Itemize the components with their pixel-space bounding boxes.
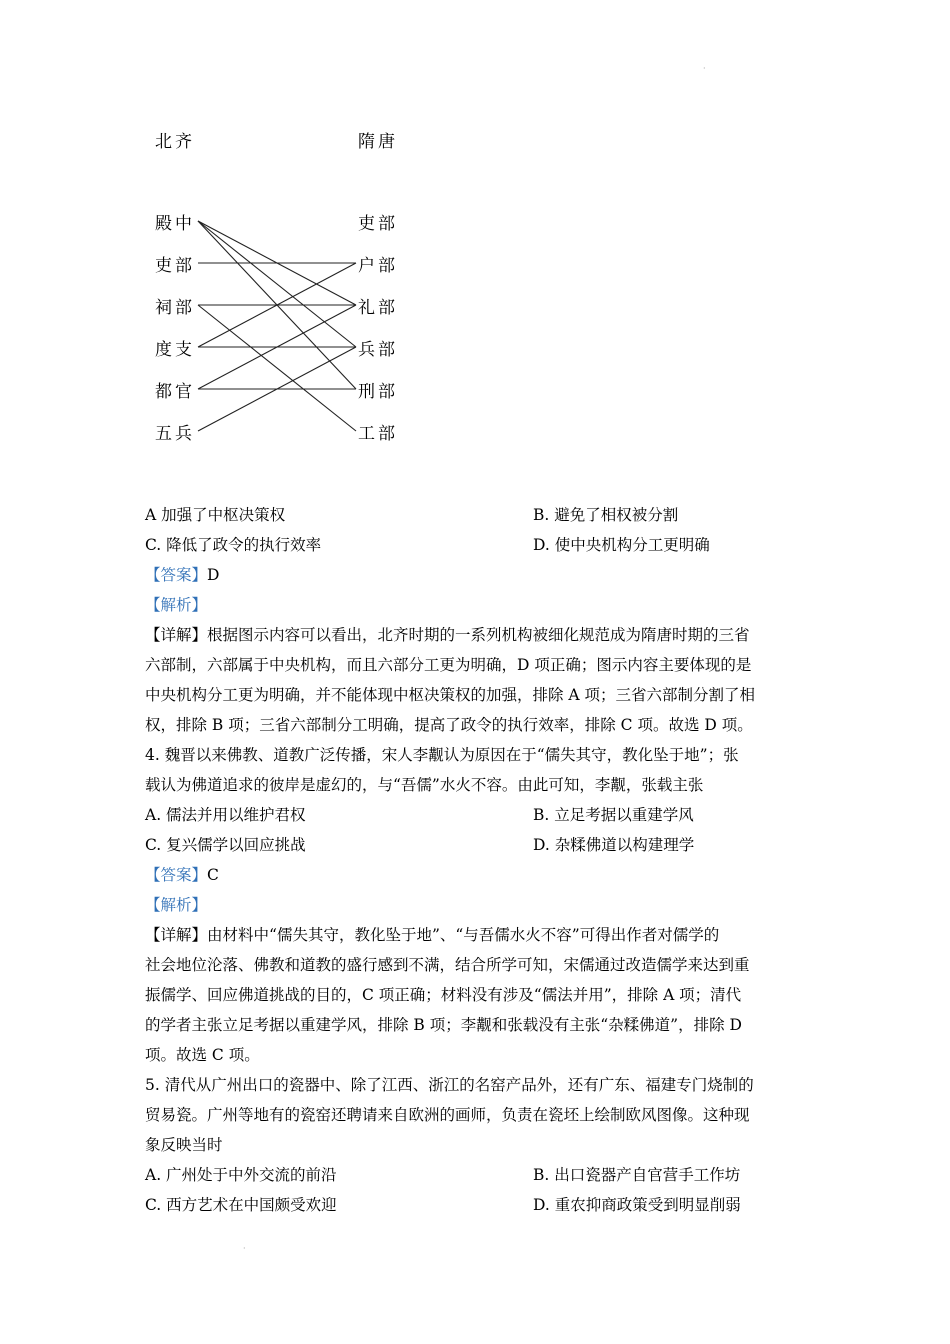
detail-line: 项。故选 C 项。 (145, 1046, 260, 1064)
stem-line: 象反映当时 (145, 1136, 223, 1154)
stem-line: 5. 清代从广州出口的瓷器中、除了江西、浙江的名窑产品外，还有广东、福建专门烧制的 (145, 1076, 754, 1094)
right-item: 刑部 (358, 382, 398, 402)
q3-option-d[interactable]: D. 使中央机构分工更明确 (533, 536, 710, 554)
left-item: 祠部 (155, 298, 195, 318)
answer-tag: 【答案】 (145, 566, 208, 584)
right-item: 礼部 (358, 298, 398, 318)
stem-line: 4. 魏晋以来佛教、道教广泛传播，宋人李觏认为原因在于“儒失其守，教化坠于地”；张 (145, 746, 739, 764)
right-item: 工部 (358, 424, 398, 444)
detail-line: 社会地位沦落、佛教和道教的盛行感到不满，结合所学可知，宋儒通过改造儒学来达到重 (145, 956, 750, 974)
left-item: 都官 (155, 382, 195, 402)
q5-option-b[interactable]: B. 出口瓷器产自官营手工作坊 (533, 1166, 741, 1184)
institution-mapping-diagram (140, 115, 420, 460)
right-item: 户部 (358, 256, 398, 276)
detail-line: 由材料中“儒失其守，教化坠于地”、“与吾儒水火不容”可得出作者对儒学的 (207, 926, 720, 944)
right-item: 兵部 (358, 340, 398, 360)
q3-answer (145, 560, 805, 590)
detail-line: 中央机构分工更为明确，并不能体现中枢决策权的加强，排除 A 项；三省六部制分割了相 (145, 686, 756, 704)
detail-tag: 【详解】 (145, 926, 208, 944)
q5-option-c[interactable]: C. 西方艺术在中国颇受欢迎 (145, 1196, 337, 1214)
analysis-tag: 【解析】 (145, 596, 208, 614)
stem-line: 载认为佛道追求的彼岸是虚幻的，与“吾儒”水火不容。由此可知，李觏，张载主张 (145, 776, 704, 794)
detail-line: 根据图示内容可以看出，北齐时期的一系列机构被细化规范成为隋唐时期的三省 (207, 626, 750, 644)
q5-option-d[interactable]: D. 重农抑商政策受到明显削弱 (533, 1196, 741, 1214)
mapping-line (198, 305, 356, 431)
right-item: 吏部 (358, 214, 398, 234)
left-item: 吏部 (155, 256, 195, 276)
q5-stem (145, 1070, 805, 1160)
q3-options-row-1 (145, 500, 805, 530)
analysis-tag: 【解析】 (145, 896, 208, 914)
scan-dot: · (243, 1244, 246, 1253)
q3-option-a[interactable]: A 加强了中枢决策权 (145, 506, 286, 524)
mapping-lines (140, 115, 420, 460)
q5-option-a[interactable]: A. 广州处于中外交流的前沿 (145, 1166, 337, 1184)
stem-line: 贸易瓷。广州等地有的瓷窑还聘请来自欧洲的画师，负责在瓷坯上绘制欧风图像。这种现 (145, 1106, 750, 1124)
detail-tag: 【详解】 (145, 626, 208, 644)
answer-value: C (207, 866, 219, 884)
q3-detail (145, 620, 805, 740)
q4-option-d[interactable]: D. 杂糅佛道以构建理学 (533, 836, 695, 854)
question-content (145, 500, 805, 1220)
q4-options-row-1 (145, 800, 805, 830)
detail-line: 振儒学、回应佛道挑战的目的，C 项正确；材料没有涉及“儒法并用”，排除 A 项；清代 (145, 986, 742, 1004)
q4-option-b[interactable]: B. 立足考据以重建学风 (533, 806, 694, 824)
left-column-title: 北齐 (155, 132, 195, 152)
q4-analysis (145, 890, 805, 920)
right-column-title: 隋唐 (358, 132, 398, 152)
detail-line: 六部制，六部属于中央机构，而且六部分工更为明确，D 项正确；图示内容主要体现的是 (145, 656, 752, 674)
left-item: 五兵 (155, 424, 195, 444)
q5-options-row-1 (145, 1160, 805, 1190)
mapping-line (198, 221, 356, 347)
left-item: 殿中 (155, 214, 195, 234)
answer-tag: 【答案】 (145, 866, 208, 884)
q3-option-c[interactable]: C. 降低了政令的执行效率 (145, 536, 322, 554)
q4-options-row-2 (145, 830, 805, 860)
detail-line: 权，排除 B 项；三省六部制分工明确，提高了政令的执行效率，排除 C 项。故选 D 项。 (145, 716, 753, 734)
q3-option-b[interactable]: B. 避免了相权被分割 (533, 506, 679, 524)
scan-dot: · (703, 64, 706, 73)
q4-detail (145, 920, 805, 1070)
answer-value: D (207, 566, 220, 584)
q4-answer (145, 860, 805, 890)
q4-stem (145, 740, 805, 800)
left-item: 度支 (155, 340, 195, 360)
detail-line: 的学者主张立足考据以重建学风，排除 B 项；李觏和张载没有主张“杂糅佛道”，排除 D (145, 1016, 742, 1034)
q4-option-c[interactable]: C. 复兴儒学以回应挑战 (145, 836, 306, 854)
q5-options-row-2 (145, 1190, 805, 1220)
q3-options-row-2 (145, 530, 805, 560)
q3-analysis (145, 590, 805, 620)
q4-option-a[interactable]: A. 儒法并用以维护君权 (145, 806, 306, 824)
